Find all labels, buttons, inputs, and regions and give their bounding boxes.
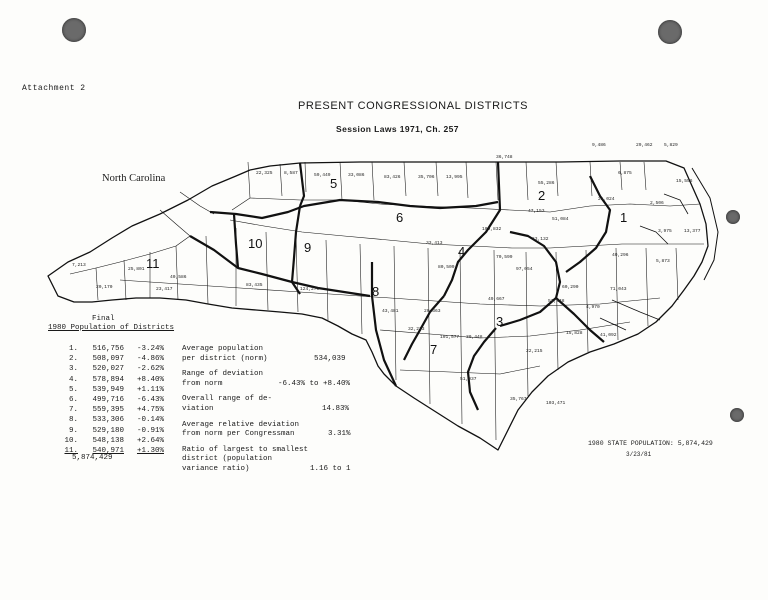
county-label: 100,832 (482, 227, 502, 232)
county-label: 51,084 (552, 217, 569, 222)
district-deviation-cell: +1.30% (136, 447, 164, 456)
county-label: 5,829 (664, 143, 678, 148)
stat-value: 1.16 to 1 (310, 464, 351, 473)
county-label: 63,132 (532, 237, 549, 242)
document-date: 3/23/81 (626, 451, 652, 458)
district-population-cell: 516,756 (92, 345, 124, 353)
statistics-block (182, 345, 351, 481)
stat-label: Overall range of de- (182, 395, 273, 404)
average-relative-deviation-stat (182, 420, 351, 440)
total-population: 5,874,429 (72, 454, 113, 462)
county-label: 49,667 (488, 297, 505, 302)
county-label: 36,748 (496, 155, 513, 160)
ratio-stat (182, 445, 351, 475)
stat-value: 14.83% (322, 404, 350, 413)
county-label: 103,471 (546, 401, 566, 406)
district-population-cell: 539,949 (92, 385, 124, 394)
district-row (58, 364, 164, 374)
stat-label: variance ratio) (182, 464, 250, 473)
district-number-cell: 4. (68, 375, 78, 384)
county-label: 29,462 (636, 143, 653, 148)
district-number: 9 (304, 240, 312, 255)
district-number-cell: 5. (68, 385, 78, 394)
range-deviation-stat (182, 370, 351, 389)
district-number-cell: 10. (64, 436, 78, 445)
county-label: 97,054 (516, 267, 533, 272)
outer-banks (692, 168, 718, 280)
county-label: 40,586 (170, 275, 187, 280)
county-label: 20,363 (424, 309, 441, 314)
county-label: 43,481 (382, 309, 399, 314)
stat-label: from norm per Congressman (182, 430, 295, 439)
district-number: 3 (496, 314, 504, 329)
district-population-cell: 508,097 (92, 355, 124, 364)
district-row (58, 395, 164, 405)
county-label: 2,506 (650, 201, 664, 206)
county-label: 40,296 (612, 253, 629, 258)
stat-label: Average relative deviation (182, 420, 300, 429)
county-label: 22,215 (526, 349, 543, 354)
county-label: 124,270 (300, 287, 320, 292)
county-label: 33,413 (426, 241, 443, 246)
stat-label: Ratio of largest to smallest (182, 445, 309, 454)
district-deviation-cell: +1.11% (136, 385, 164, 394)
county-label: 83,426 (384, 175, 401, 180)
county-label: 41,092 (600, 333, 617, 338)
district-row (58, 385, 164, 395)
county-label: 8,587 (284, 171, 298, 176)
county-label: 35,706 (418, 175, 435, 180)
district-deviation-cell: -4.86% (136, 355, 164, 364)
district-number: 7 (430, 342, 438, 357)
state-population: 1980 STATE POPULATION: 5,874,429 (588, 440, 713, 447)
county-label: 51,037 (460, 377, 477, 382)
district-population-cell: 499,716 (92, 396, 124, 405)
county-label: 33,086 (348, 173, 365, 178)
stat-value: -6.43% to +8.40% (278, 379, 351, 388)
overall-range-stat (182, 395, 350, 414)
county-label: 59,449 (314, 173, 331, 178)
district-number-cell: 8. (68, 416, 78, 425)
county-label: 30,448 (466, 335, 483, 340)
district-number-cell: 11. (64, 447, 78, 456)
district-number: 6 (396, 210, 404, 225)
district-row (58, 344, 164, 354)
district-number-cell: 2. (68, 355, 78, 364)
county-label: 5,873 (656, 259, 670, 264)
stat-value: 534,039 (314, 354, 346, 363)
county-label: 21,024 (598, 197, 615, 202)
stat-label: district (population (182, 455, 273, 464)
average-population-stat (182, 345, 346, 364)
county-label: 47,153 (528, 209, 545, 214)
county-label: 4,970 (586, 305, 600, 310)
sound-inlet (640, 194, 688, 244)
district-number-cell: 9. (68, 426, 78, 435)
county-label: 83,435 (246, 283, 263, 288)
attachment-label: Attachment 2 (22, 84, 86, 93)
district-population-cell: 559,395 (92, 406, 124, 415)
district-number: 4 (458, 244, 466, 259)
district-deviation-cell: -0.14% (136, 416, 164, 425)
district-row (58, 426, 164, 436)
district-population-cell: 529,180 (92, 426, 124, 435)
district-deviation-cell: +8.40% (136, 375, 164, 384)
stat-value: 3.31% (328, 430, 351, 439)
county-label: 35,767 (510, 397, 527, 402)
district-population-cell: 548,138 (92, 436, 124, 445)
district-row (58, 354, 164, 364)
state-name: North Carolina (102, 173, 166, 184)
county-label: 60,290 (562, 285, 579, 290)
county-label: 55,286 (538, 181, 555, 186)
county-label: 6,875 (618, 171, 632, 176)
district-row (58, 436, 164, 446)
district-population-cell: 540,971 (92, 447, 124, 456)
district-row (58, 375, 164, 385)
district-number-cell: 7. (68, 406, 78, 415)
map-subtitle: Session Laws 1971, Ch. 257 (336, 124, 459, 134)
table-subheading: 1980 Population of Districts (48, 324, 175, 332)
county-label: 23,417 (156, 287, 173, 292)
county-label: 13,377 (684, 229, 701, 234)
district-number: 2 (538, 188, 546, 203)
stat-label: viation (182, 404, 214, 413)
district-deviation-cell: +4.75% (136, 406, 164, 415)
county-label: 20,170 (96, 285, 113, 290)
district-number-cell: 3. (68, 365, 78, 374)
district-number: 10 (248, 236, 263, 251)
county-label: 25,801 (128, 267, 145, 272)
stat-label: per district (norm) (182, 354, 268, 363)
county-label: 71,043 (610, 287, 627, 292)
district-population-cell: 533,306 (92, 416, 124, 425)
county-label: 51,048 (548, 299, 565, 304)
county-label: 32,273 (408, 327, 425, 332)
stat-label: from norm (182, 379, 223, 388)
county-label: 13,995 (446, 175, 463, 180)
district-population-list (58, 344, 164, 456)
table-heading: Final (92, 315, 115, 323)
district-population-cell: 578,894 (92, 375, 124, 384)
district-number: 8 (372, 284, 380, 299)
county-label: 15,556 (676, 179, 693, 184)
county-label: 22,325 (256, 171, 273, 176)
county-label: 7,213 (72, 263, 86, 268)
map-title: PRESENT CONGRESSIONAL DISTRICTS (298, 100, 529, 112)
district-deviation-cell: -3.24% (136, 345, 164, 353)
district-deviation-cell: +2.64% (136, 436, 164, 445)
district-row (58, 415, 164, 425)
district-number: 5 (330, 176, 338, 191)
district-population-cell: 520,027 (92, 365, 124, 374)
county-label: 3,975 (658, 229, 672, 234)
county-label: 9,486 (592, 143, 606, 148)
district-deviation-cell: -6.43% (136, 396, 164, 405)
county-label: 15,828 (566, 331, 583, 336)
stat-label: Average population (182, 345, 264, 353)
county-label: 80,509 (438, 265, 455, 270)
district-number-cell: 1. (68, 345, 78, 353)
district-number-cell: 6. (68, 396, 78, 405)
district-row (58, 405, 164, 415)
district-number: 1 (620, 210, 628, 225)
district-deviation-cell: -2.62% (136, 365, 164, 374)
district-deviation-cell: -0.91% (136, 426, 164, 435)
county-label: 101,577 (440, 335, 460, 340)
county-label: 70,599 (496, 255, 513, 260)
stat-label: Range of deviation (182, 370, 264, 379)
district-number: 11 (146, 256, 160, 271)
